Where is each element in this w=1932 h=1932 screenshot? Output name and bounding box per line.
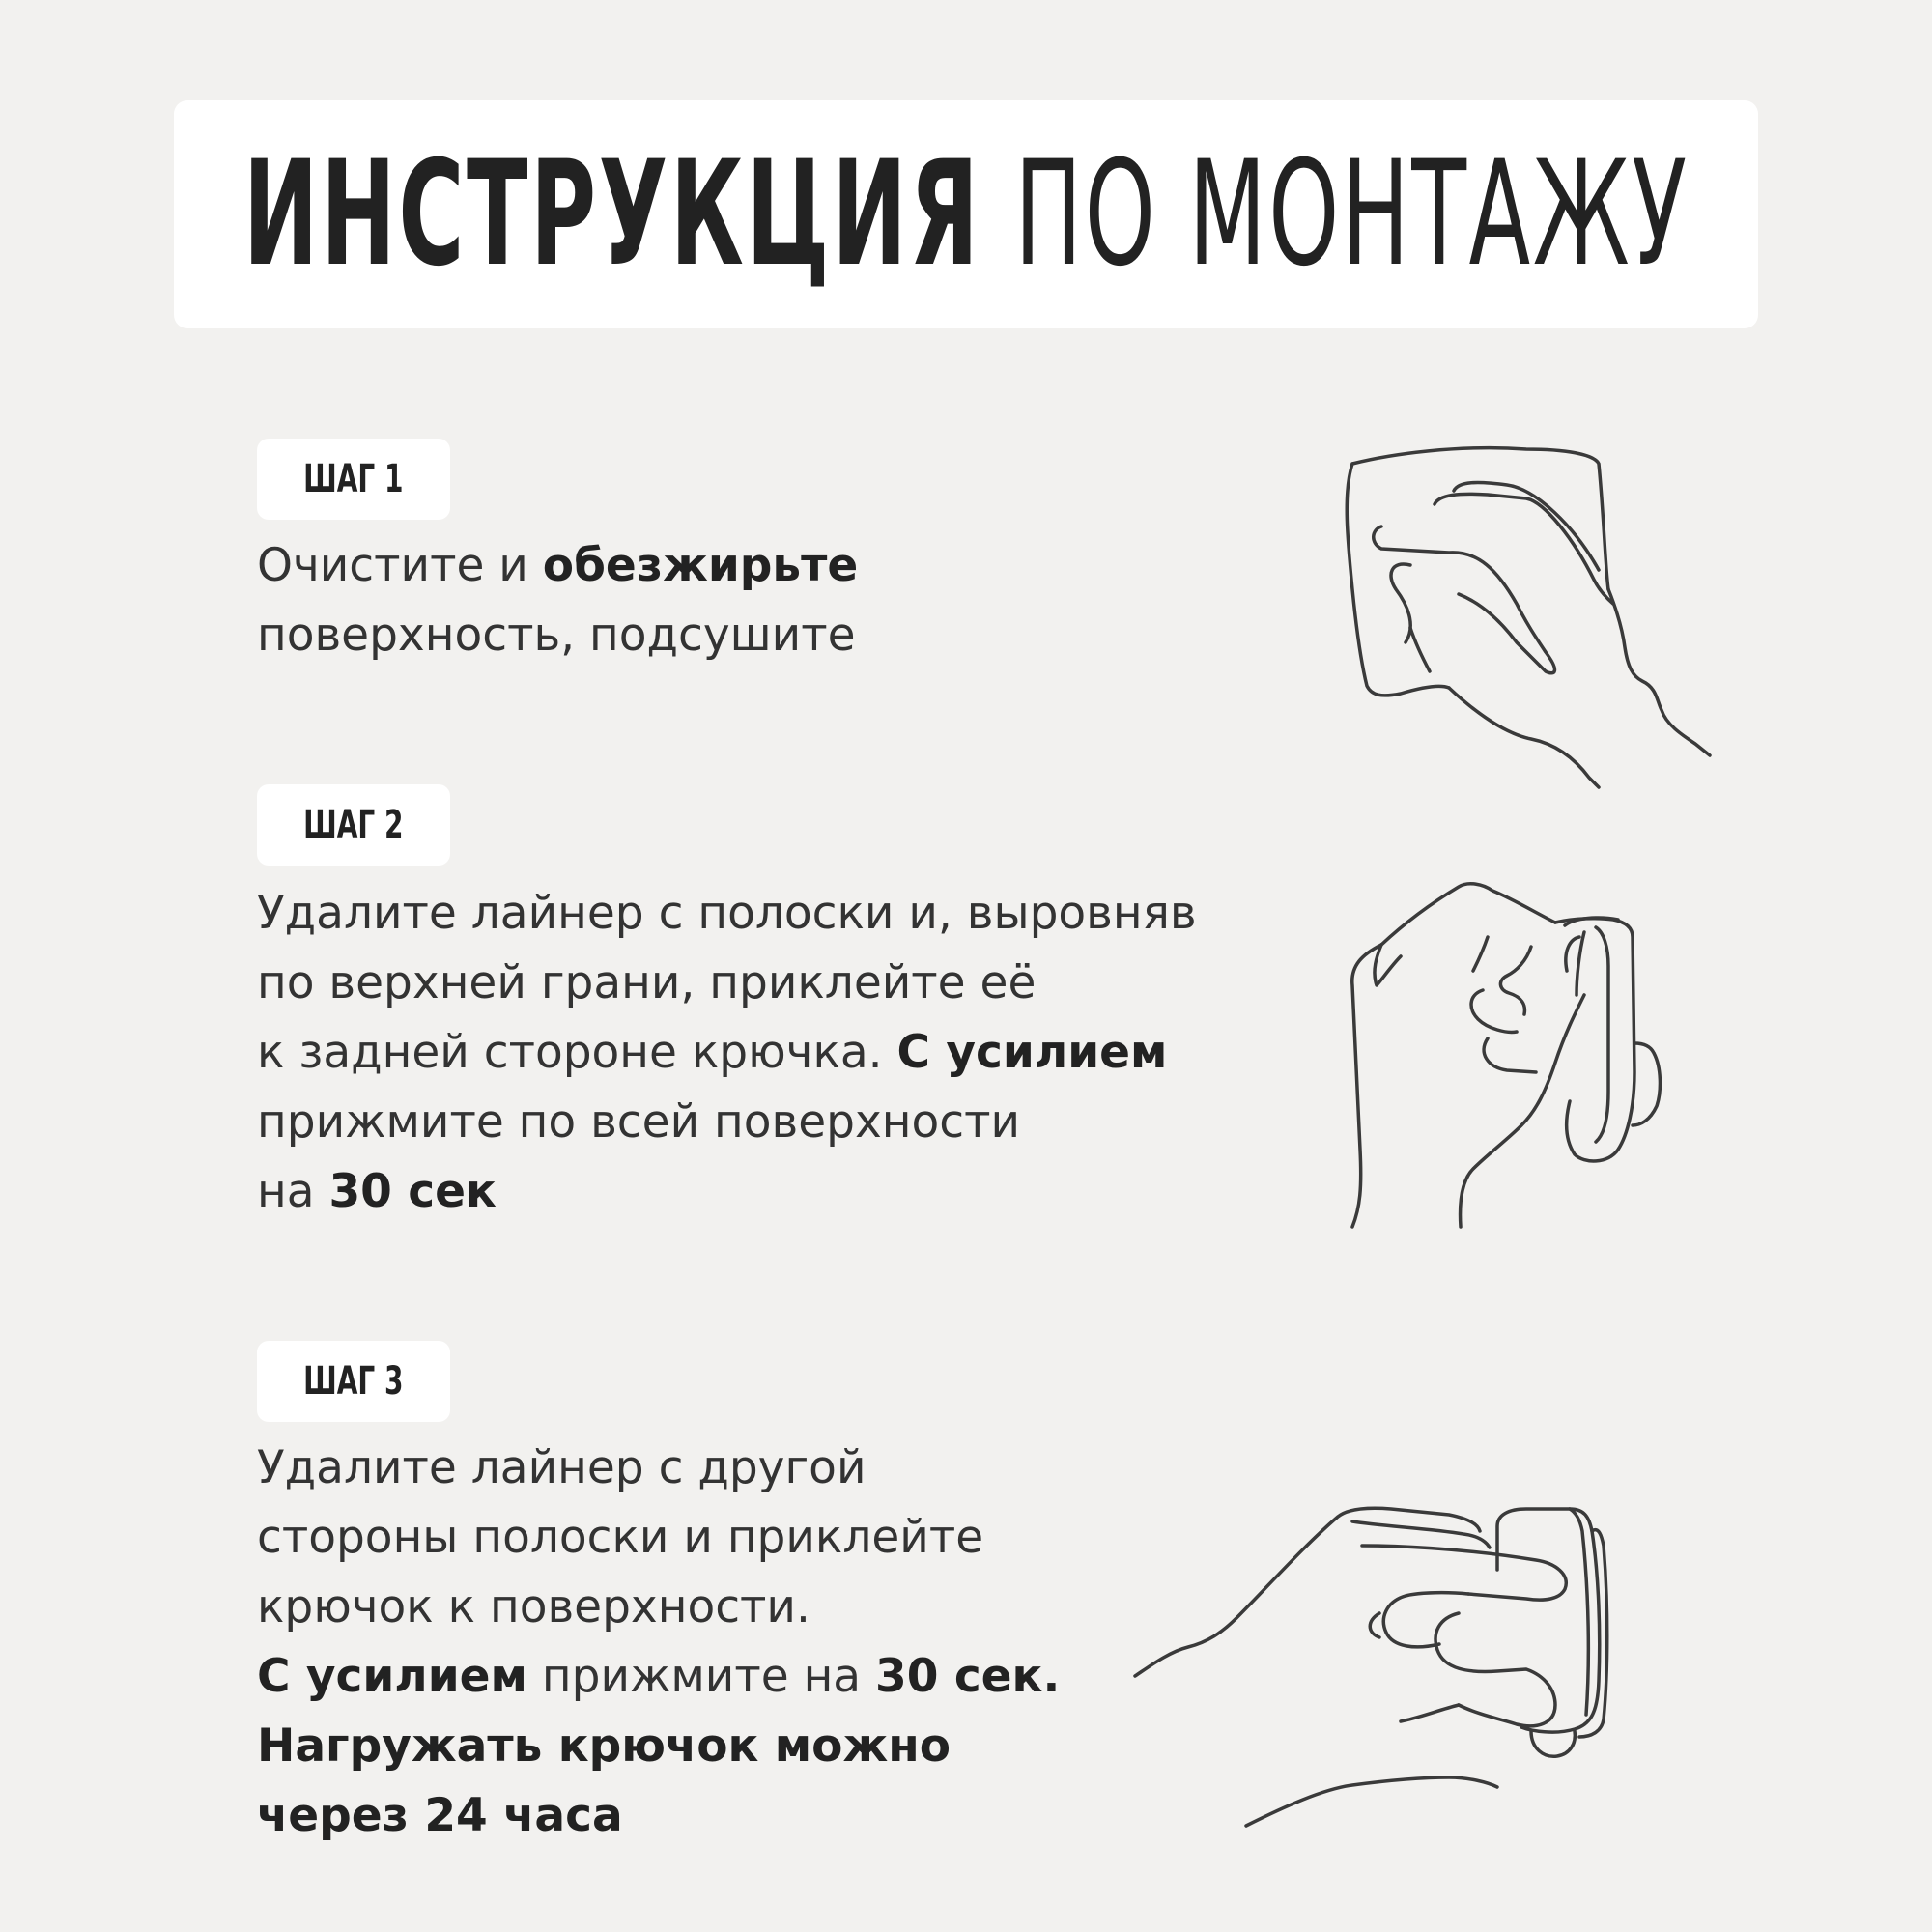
step-3-line	[257, 1781, 1060, 1851]
step-3-badge	[257, 1341, 450, 1422]
body-text: к задней стороне крючка.	[257, 1026, 897, 1079]
body-text: Удалите лайнер с другой	[257, 1441, 867, 1494]
step-2-badge	[257, 784, 450, 866]
step-3-line	[257, 1573, 1060, 1642]
step-3-line	[257, 1642, 1060, 1712]
emphasis-text: через 24 часа	[257, 1789, 623, 1842]
title-card	[174, 100, 1758, 328]
step-2-description	[257, 879, 1197, 1227]
body-text: Удалите лайнер с полоски и, выровняв	[257, 887, 1197, 940]
step-2-line	[257, 949, 1197, 1018]
step-3-badge-label: ШАГ 3	[303, 1359, 404, 1404]
body-text: на	[257, 1165, 329, 1218]
step-3-line	[257, 1503, 1060, 1573]
body-text: прижмите по всей поверхности	[257, 1095, 1021, 1149]
step-1-badge-label: ШАГ 1	[303, 457, 404, 501]
page-title	[242, 130, 1690, 298]
body-text: стороны полоски и приклейте	[257, 1511, 984, 1564]
body-text: крючок к поверхности.	[257, 1580, 810, 1634]
step-2-badge-label: ШАГ 2	[303, 803, 404, 847]
emphasis-text: С усилием	[257, 1650, 527, 1703]
step-1-line	[257, 531, 858, 601]
step-1-line	[257, 601, 858, 670]
step-2-line	[257, 1018, 1197, 1088]
step-2-line	[257, 879, 1197, 949]
emphasis-text: обезжирьте	[542, 539, 859, 592]
step-2-line	[257, 1088, 1197, 1157]
step-1-badge	[257, 439, 450, 520]
hand-wiping-cloth-icon	[1333, 435, 1719, 763]
emphasis-text: 30 сек.	[875, 1650, 1061, 1703]
emphasis-text: 30 сек	[328, 1165, 497, 1218]
hand-pressing-hook-icon	[1130, 1507, 1729, 1835]
body-text: Очистите и	[257, 539, 543, 592]
hand-pressing-strip-icon	[1343, 879, 1729, 1236]
body-text: поверхность, подсушите	[257, 609, 856, 662]
title-light: ПО МОНТАЖУ	[1014, 130, 1690, 298]
emphasis-text: С усилием	[896, 1026, 1168, 1079]
body-text: прижмите на	[526, 1650, 876, 1703]
step-2-line	[257, 1157, 1197, 1227]
step-1-description	[257, 531, 858, 670]
emphasis-text: Нагружать крючок можно	[257, 1719, 951, 1773]
body-text: по верхней грани, приклейте её	[257, 956, 1037, 1009]
step-3-line	[257, 1434, 1060, 1503]
title-bold: ИНСТРУКЦИЯ	[242, 130, 981, 298]
step-3-description	[257, 1434, 1060, 1851]
step-3-line	[257, 1712, 1060, 1781]
